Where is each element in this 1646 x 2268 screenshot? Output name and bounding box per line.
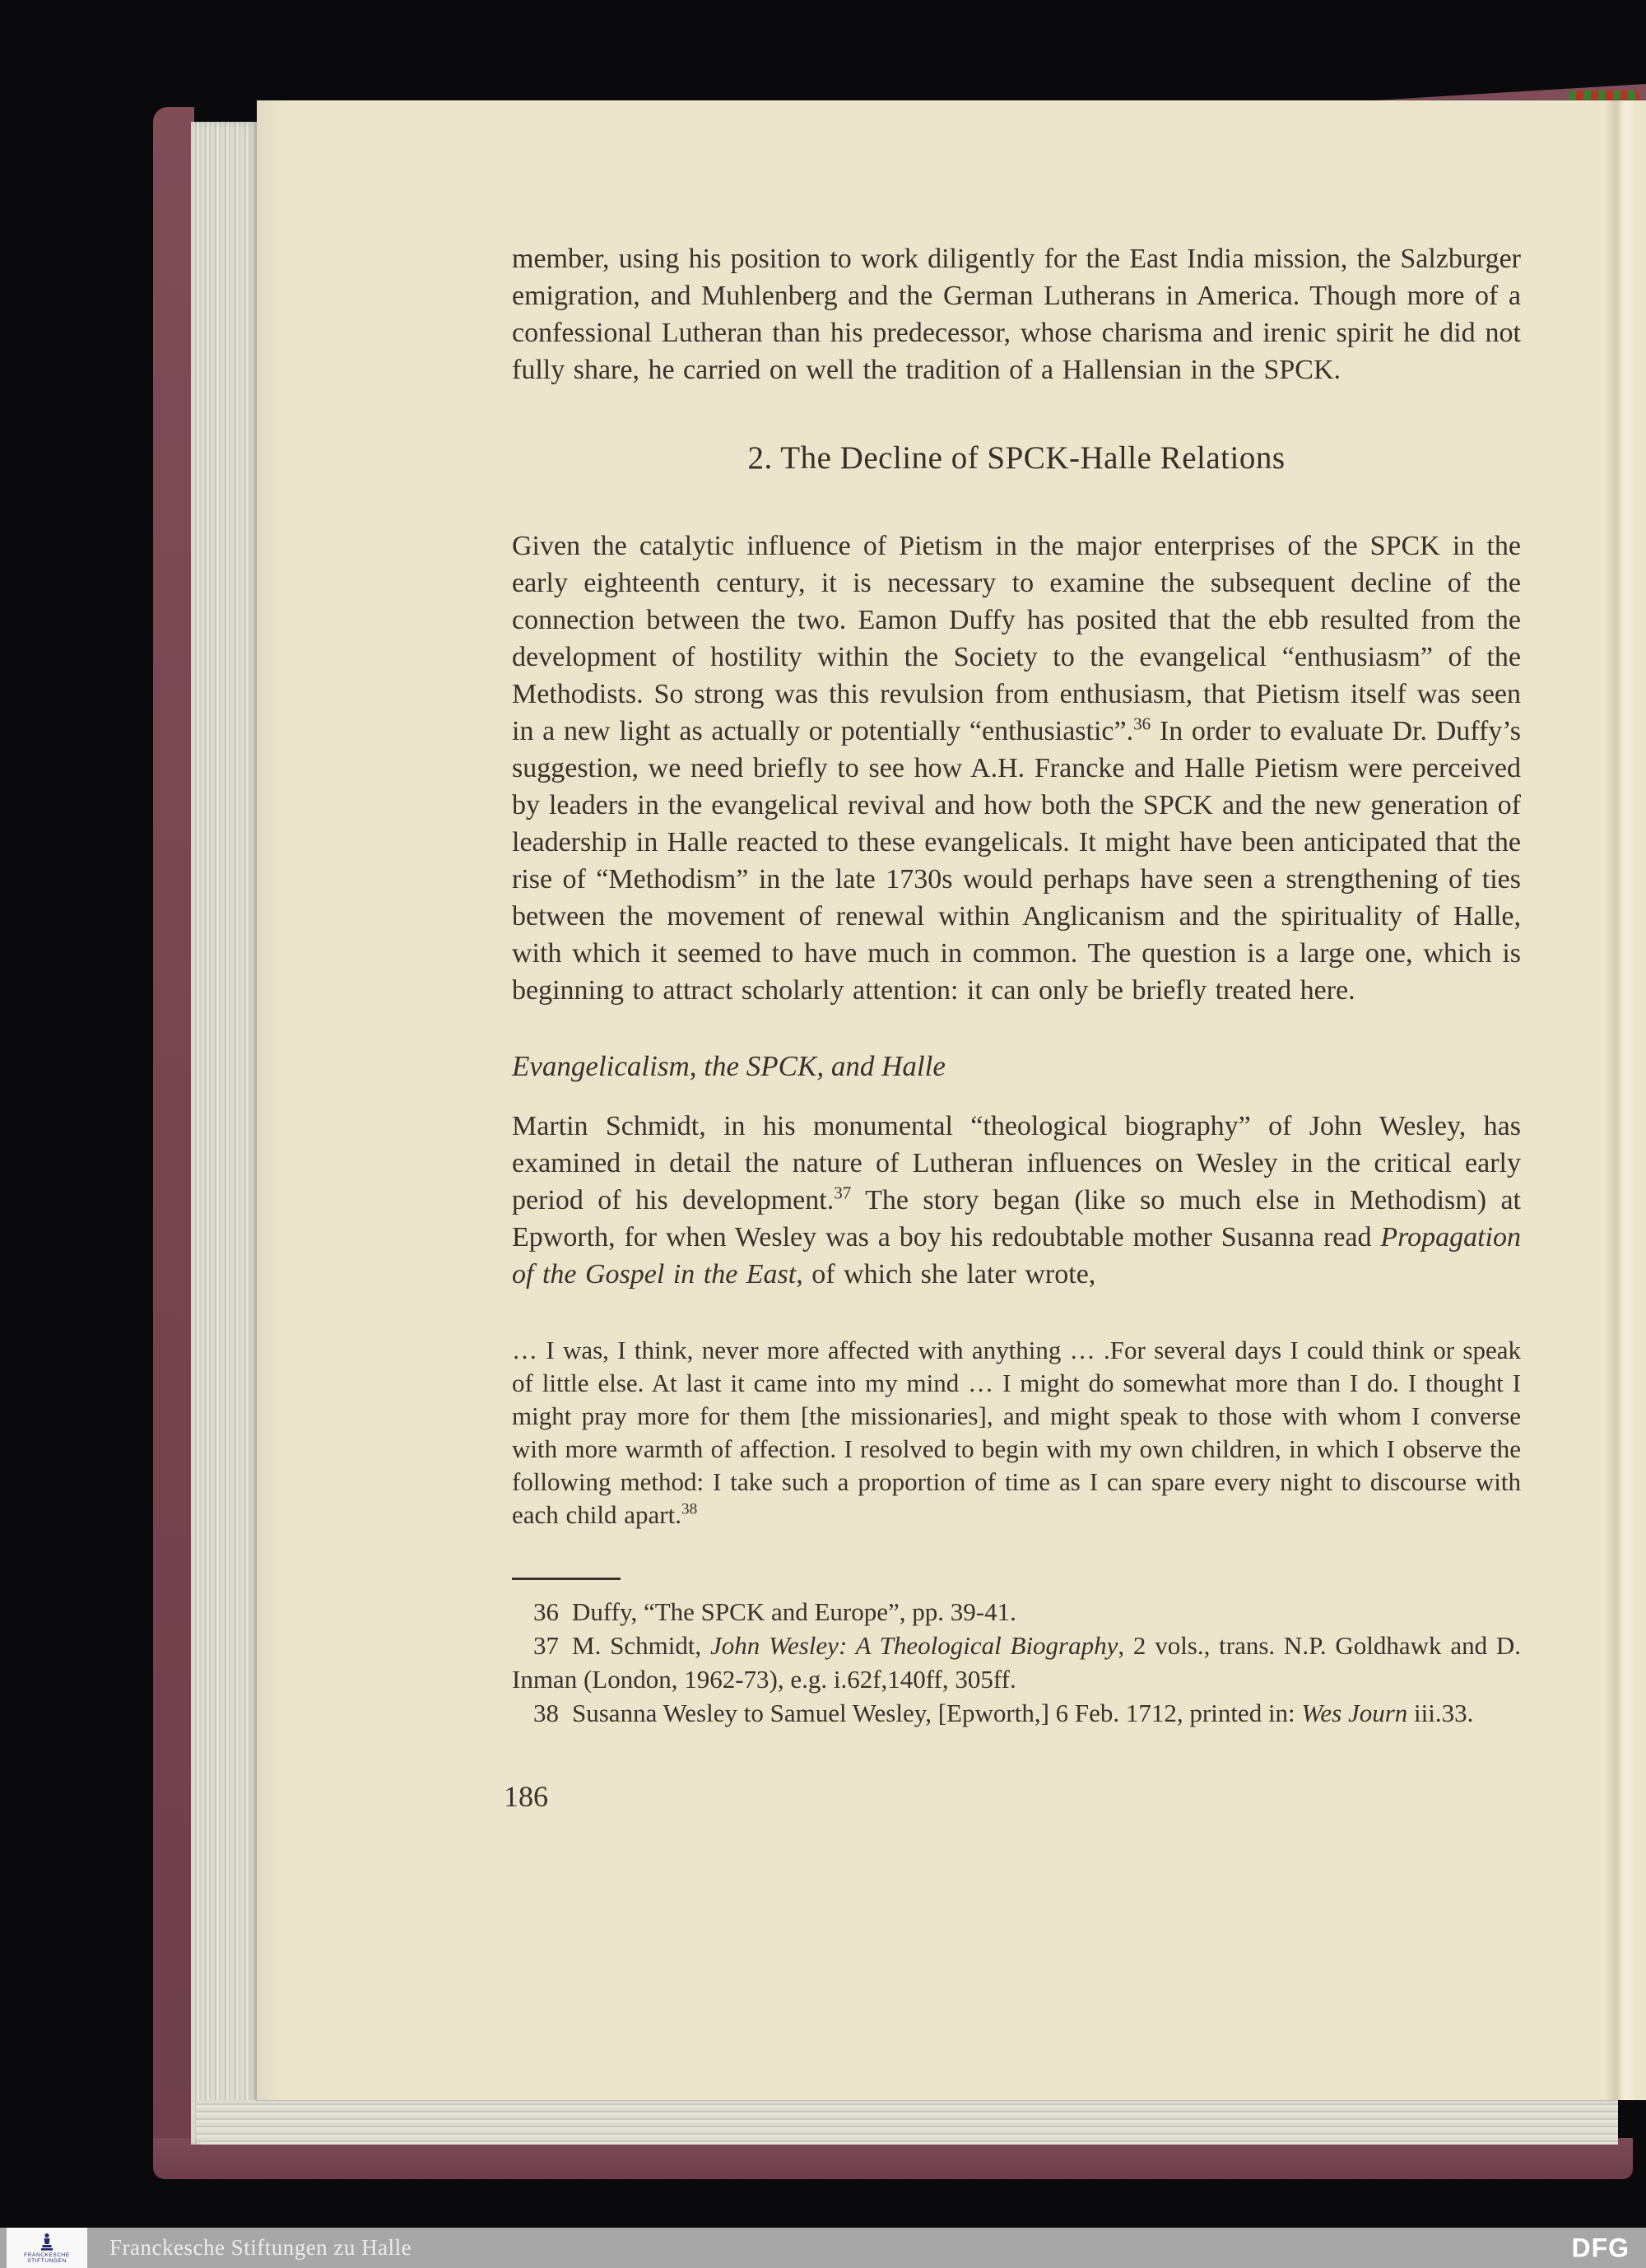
block-quote: … I was, I think, never more affected with anything … .For several days I could think or speak of little else. At last it came into my mind … I might do somewhat more than I do. I thought I might pray more for them [the missionaries], and might speak to those with whom I converse with more warmth of affection. I resolved to begin with my own children, in which I observe the following method: I take such a proportion of time as I can spare every night to discourse with each child apart.$^{38}$ — [512, 1336, 1521, 1529]
footnote-text: Susanna Wesley to Samuel Wesley, [Epworth,] 6 Feb. 1712, printed in: Wes Journ iii.33. — [572, 1699, 1474, 1727]
footnote-separator-rule — [512, 1578, 621, 1580]
dfg-logo: DFG — [1571, 2233, 1630, 2262]
book-cover-left-edge — [153, 107, 194, 2179]
page-text-block — [504, 100, 1522, 1814]
subsection-heading: Evangelicalism, the SPCK, and Halle — [512, 1050, 946, 1082]
page-bottom-edge-fan — [196, 2100, 1618, 2145]
page-fore-edge-fan — [191, 122, 258, 2145]
footnote — [512, 1629, 1521, 1696]
book-page — [257, 100, 1646, 2100]
franckesche-logo-text: FRANCKESCHE STIFTUNGEN — [24, 2252, 70, 2264]
viewer-footer-bar — [0, 2228, 1646, 2268]
footnote — [512, 1696, 1521, 1730]
section-heading: 2. The Decline of SPCK-Halle Relations — [747, 440, 1286, 476]
footnote-text: Duffy, “The SPCK and Europe”, pp. 39-41. — [572, 1597, 1016, 1626]
footnote-number: 38 — [533, 1699, 559, 1727]
page-number: 186 — [504, 1780, 548, 1813]
footnote-text: M. Schmidt, John Wesley: A Theological Biography, 2 vols., trans. N.P. Goldhawk and D. Inman (London, 1962-73), e.g. i.62f,140ff, 305ff. — [512, 1631, 1522, 1694]
footnote-number: 36 — [533, 1597, 559, 1626]
footnote — [512, 1595, 1521, 1629]
paragraph: Given the catalytic influence of Pietism in the major enterprises of the SPCK in the early eighteenth century, it is necessary to examine the subsequent decline of the connection between the two. Eamon Duffy has posited that the ebb resulted from the development of hostility within the Society to the evangelical “enthusiasm” of the Methodists. So strong was this revulsion from enthusiasm, that Pietism itself was seen in a new light as actually or potentially “enthusiastic”.$^{36}$ In order to evaluate Dr. Duffy’s suggestion, we need briefly to see how A.H. Francke and Halle Pietism were perceived by leaders in the evangelical revival and how both the SPCK and the new generation of leadership in Halle reacted to these evangelicals. It might have been anticipated that the rise of “Methodism” in the late 1730s would perhaps have seen a strengthening of ties between the movement of renewal within Anglicanism and the spirituality of Halle, with which it seemed to have much in common. The question is a large one, which is beginning to attract scholarly attention: it can only be briefly treated here. — [512, 531, 1521, 1006]
institution-label: Franckesche Stiftungen zu Halle — [109, 2235, 412, 2260]
paragraph: Martin Schmidt, in his monumental “theological biography” of John Wesley, has examined in detail the nature of Lutheran influences on Wesley in the critical early period of his development.$^{37}$ The story began (like so much else in Methodism) at Epworth, for when Wesley was a boy his redoubtable mother Susanna read Propagation of the Gospel in the East, of which she later wrote, — [512, 1111, 1521, 1290]
footnote-number: 37 — [533, 1631, 559, 1660]
franckesche-statue-icon — [39, 2233, 55, 2251]
footnotes — [512, 1595, 1521, 1730]
paragraph-continuation: member, using his position to work diligently for the East India mission, the Salzburger emigration, and Muhlenberg and the German Lutherans in America. Though more of a confessional Lutheran than his predecessor, whose charisma and irenic spirit he did not fully share, he carried on well the tradition of a Hallensian in the SPCK. — [512, 244, 1521, 385]
franckesche-stiftungen-logo — [7, 2228, 87, 2268]
